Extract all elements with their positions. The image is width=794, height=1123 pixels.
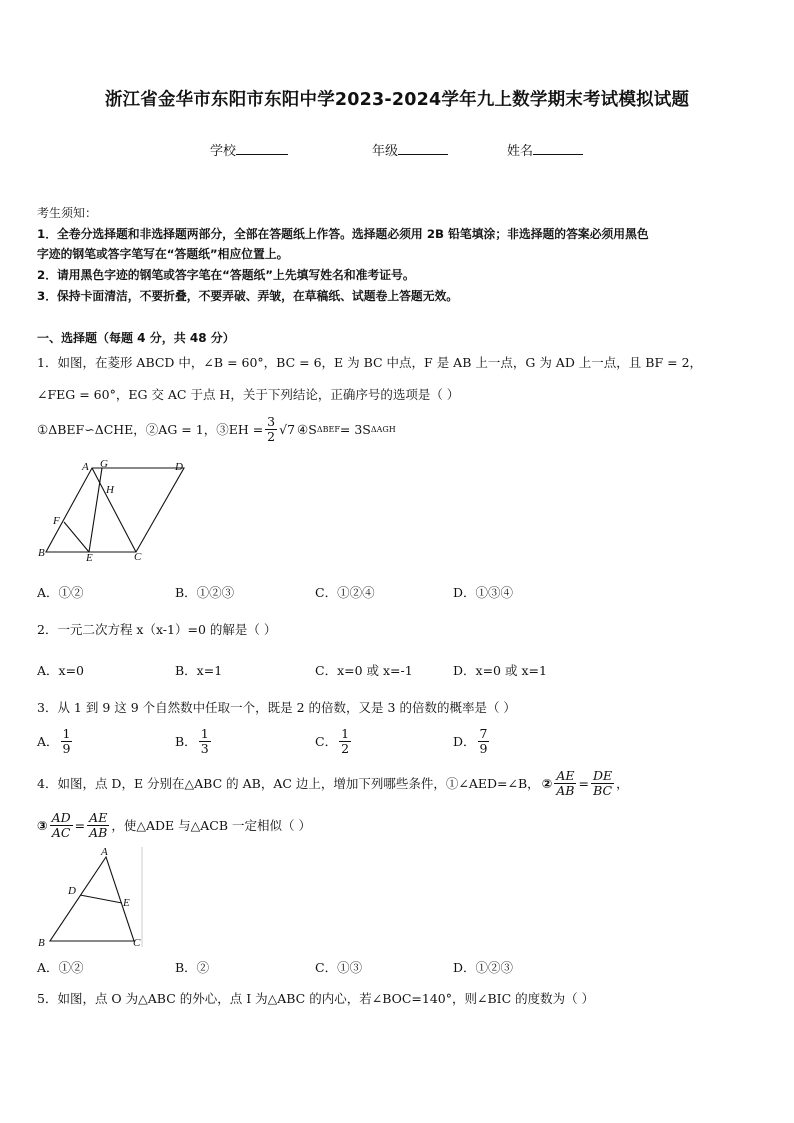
q1-option-d[interactable]: D．①③④ [453, 585, 514, 600]
name-blank [533, 142, 583, 155]
page-title: 浙江省金华市东阳市东阳中学2023-2024学年九上数学期末考试模拟试题 [104, 90, 690, 110]
label-d: D [175, 461, 183, 473]
q1-s4-sub2: ΔAGH [370, 424, 396, 434]
q1-rhombus-figure [34, 456, 194, 564]
frac-den: BC [593, 782, 613, 798]
name-field [507, 140, 583, 159]
option-letter: B． [175, 734, 197, 749]
label-c: C [134, 551, 142, 563]
q1-option-b[interactable]: B．①②③ [175, 585, 235, 600]
label-c: C [133, 937, 141, 949]
frac-num: 1 [200, 726, 209, 742]
frac-num: DE [592, 768, 613, 784]
q1-stem-line1: 1．如图，在菱形 ABCD 中，∠B = 60°，BC = 6，E 为 BC 中点，F 是 AB 上一点，G 为 AD 上一点，且 BF = 2， [37, 355, 703, 370]
q4-cond3-marker: ③ [37, 817, 48, 833]
label-a: A [101, 846, 108, 858]
q2-option-b[interactable]: B．x=1 [175, 663, 223, 678]
q4-stem-line1 [37, 763, 629, 803]
q1-s4-sub1: ΔBEF [316, 424, 340, 434]
name-label: 姓名 [507, 144, 534, 159]
q4-option-d[interactable]: D．①②③ [453, 960, 514, 975]
label-e: E [86, 552, 93, 564]
grade-blank [398, 142, 448, 155]
option-fraction [478, 727, 490, 754]
frac-den: 2 [341, 740, 350, 756]
notice-item: 字迹的钢笔或答字笔写在“答题纸”相应位置上。 [37, 247, 289, 261]
option-fraction [61, 727, 73, 754]
q3-option-a[interactable] [37, 723, 74, 759]
q1-statement-text: ①ΔBEF∽ΔCHE，②AG = 1，③EH = [37, 422, 264, 437]
equals-sign: = [74, 817, 86, 833]
frac-den: AC [51, 824, 71, 840]
option-letter: A． [37, 734, 59, 749]
notice-item: 1．全卷分选择题和非选择题两部分，全部在答题纸上作答。选择题必须用 2B 铅笔填涂；非选择题的答案必须用黑色 [37, 227, 649, 241]
q2-option-c[interactable]: C．x=0 或 x=-1 [315, 663, 413, 678]
frac-den: AB [89, 824, 108, 840]
q1-frac-num: 3 [267, 414, 276, 430]
label-a: A [82, 461, 89, 473]
q4-stem-text: 4．如图，点 D，E 分别在△ABC 的 AB，AC 边上，增加下列哪些条件，①∠AED=∠B， [37, 776, 540, 791]
q4-cond2-frac-left [554, 769, 576, 796]
q1-option-a[interactable]: A．①② [37, 585, 84, 600]
diagonal-ac [92, 468, 136, 552]
q2-stem: 2．一元二次方程 x（x-1）=0 的解是（ ） [37, 622, 277, 637]
q1-root: √7 [279, 421, 296, 437]
q4-option-a[interactable]: A．①② [37, 960, 84, 975]
q1-s4: ④S [297, 421, 317, 437]
notice-item: 2．请用黑色字迹的钢笔或答字笔在“答题纸”上先填写姓名和准考证号。 [37, 268, 415, 282]
frac-num: 1 [341, 726, 350, 742]
frac-den: AB [556, 782, 575, 798]
frac-den: 3 [200, 740, 209, 756]
equals-sign: = [578, 775, 589, 791]
q4-cond2-frac-right [591, 769, 614, 796]
q1-s4-mid: = 3S [339, 421, 371, 437]
school-blank [236, 142, 288, 155]
q3-stem: 3．从 1 到 9 这 9 个自然数中任取一个，既是 2 的倍数，又是 3 的倍数的概率是（ ） [37, 700, 516, 715]
frac-den: 9 [62, 740, 71, 756]
q5-stem: 5．如图，点 O 为△ABC 的外心，点 I 为△ABC 的内心，若∠BOC=140°，则∠BIC 的度数为（ ） [37, 991, 595, 1006]
q3-option-d[interactable] [453, 723, 491, 759]
label-g: G [100, 458, 108, 470]
q4-cond2-marker: ② [541, 775, 553, 791]
label-d: D [68, 885, 76, 897]
q3-option-b[interactable] [175, 723, 213, 759]
frac-num: 1 [62, 726, 71, 742]
option-letter: C． [315, 734, 338, 749]
frac-num: AD [51, 810, 71, 826]
label-h: H [106, 484, 114, 496]
q4-option-c[interactable]: C．①③ [315, 960, 363, 975]
segment-fe [64, 522, 89, 552]
triangle-abc [50, 857, 134, 941]
q4-triangle-figure [34, 845, 146, 951]
segment-de [80, 895, 122, 903]
q1-frac-den: 2 [267, 428, 276, 444]
q4-stem-line2 [37, 805, 311, 845]
label-f: F [53, 515, 60, 527]
q1-stem-line2: ∠FEG = 60°，EG 交 AC 于点 H，关于下列结论，正确序号的选项是（ ） [37, 387, 460, 402]
option-fraction [339, 727, 351, 754]
label-b: B [38, 547, 45, 559]
grade-field [372, 140, 448, 159]
frac-num: AE [89, 810, 108, 826]
q4-cond3-frac-right [87, 811, 109, 838]
q3-option-c[interactable] [315, 723, 353, 759]
notice-item: 3．保持卡面清洁，不要折叠，不要弄破、弄皱，在草稿纸、试题卷上答题无效。 [37, 289, 459, 303]
frac-den: 9 [479, 740, 488, 756]
label-b: B [38, 937, 45, 949]
q4-cond3-frac-left [50, 811, 73, 838]
school-field [210, 140, 288, 159]
frac-num: 7 [479, 726, 488, 742]
option-letter: D． [453, 734, 476, 749]
comma: ， [616, 776, 629, 791]
q2-option-d[interactable]: D．x=0 或 x=1 [453, 663, 547, 678]
q4-option-b[interactable]: B．② [175, 960, 210, 975]
segment-ge [89, 468, 102, 552]
option-fraction [199, 727, 211, 754]
label-e: E [123, 897, 130, 909]
section-heading: 一、选择题（每题 4 分，共 48 分） [37, 331, 235, 345]
rhombus-outline [46, 468, 184, 552]
q1-option-c[interactable]: C．①②④ [315, 585, 375, 600]
school-label: 学校 [210, 144, 237, 159]
frac-num: AE [556, 768, 575, 784]
notice-heading: 考生须知： [37, 206, 98, 220]
q1-statements [37, 412, 396, 446]
q2-option-a[interactable]: A．x=0 [37, 663, 85, 678]
q4-stem-tail: ，使△ADE 与△ACB 一定相似（ ） [111, 818, 311, 833]
grade-label: 年级 [372, 144, 399, 159]
q1-fraction [265, 415, 277, 442]
